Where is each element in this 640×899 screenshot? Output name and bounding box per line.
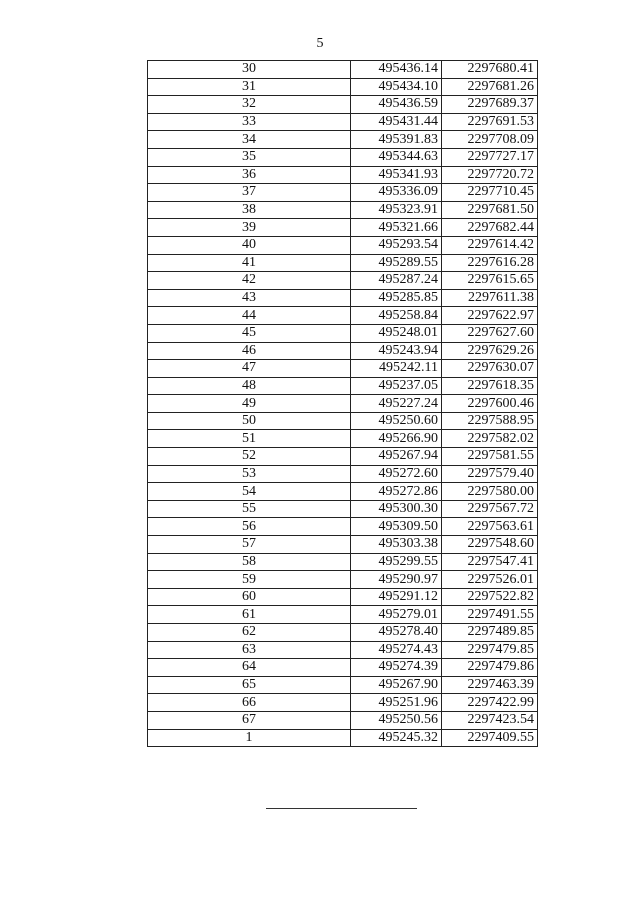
point-number-cell: 32: [148, 96, 351, 114]
y-coordinate-cell: 2297618.35: [442, 377, 538, 395]
table-row: [148, 395, 538, 413]
point-number-cell: 1: [148, 729, 351, 747]
point-number-cell: 59: [148, 571, 351, 589]
table-row: [148, 606, 538, 624]
y-coordinate-cell: 2297616.28: [442, 254, 538, 272]
point-number-cell: 56: [148, 518, 351, 536]
y-coordinate-cell: 2297522.82: [442, 588, 538, 606]
point-number-cell: 52: [148, 448, 351, 466]
y-coordinate-cell: 2297547.41: [442, 553, 538, 571]
y-coordinate-cell: 2297681.26: [442, 78, 538, 96]
x-coordinate-cell: 495267.94: [351, 448, 442, 466]
x-coordinate-cell: 495323.91: [351, 201, 442, 219]
point-number-cell: 62: [148, 624, 351, 642]
x-coordinate-cell: 495248.01: [351, 324, 442, 342]
y-coordinate-cell: 2297409.55: [442, 729, 538, 747]
point-number-cell: 64: [148, 659, 351, 677]
point-number-cell: 30: [148, 61, 351, 79]
table-row: [148, 465, 538, 483]
point-number-cell: 51: [148, 430, 351, 448]
x-coordinate-cell: 495434.10: [351, 78, 442, 96]
point-number-cell: 46: [148, 342, 351, 360]
table-row: [148, 676, 538, 694]
point-number-cell: 65: [148, 676, 351, 694]
table-row: [148, 588, 538, 606]
table-row: [148, 694, 538, 712]
x-coordinate-cell: 495272.60: [351, 465, 442, 483]
y-coordinate-cell: 2297479.86: [442, 659, 538, 677]
y-coordinate-cell: 2297622.97: [442, 307, 538, 325]
point-number-cell: 41: [148, 254, 351, 272]
point-number-cell: 61: [148, 606, 351, 624]
y-coordinate-cell: 2297710.45: [442, 184, 538, 202]
y-coordinate-cell: 2297548.60: [442, 536, 538, 554]
y-coordinate-cell: 2297615.65: [442, 272, 538, 290]
point-number-cell: 42: [148, 272, 351, 290]
y-coordinate-cell: 2297580.00: [442, 483, 538, 501]
x-coordinate-cell: 495299.55: [351, 553, 442, 571]
point-number-cell: 43: [148, 289, 351, 307]
y-coordinate-cell: 2297579.40: [442, 465, 538, 483]
table-row: [148, 219, 538, 237]
y-coordinate-cell: 2297727.17: [442, 148, 538, 166]
x-coordinate-cell: 495278.40: [351, 624, 442, 642]
point-number-cell: 53: [148, 465, 351, 483]
point-number-cell: 66: [148, 694, 351, 712]
x-coordinate-cell: 495300.30: [351, 500, 442, 518]
x-coordinate-cell: 495274.39: [351, 659, 442, 677]
table-row: [148, 483, 538, 501]
x-coordinate-cell: 495291.12: [351, 588, 442, 606]
table-row: [148, 500, 538, 518]
x-coordinate-cell: 495285.85: [351, 289, 442, 307]
y-coordinate-cell: 2297581.55: [442, 448, 538, 466]
x-coordinate-cell: 495436.59: [351, 96, 442, 114]
point-number-cell: 37: [148, 184, 351, 202]
x-coordinate-cell: 495243.94: [351, 342, 442, 360]
x-coordinate-cell: 495279.01: [351, 606, 442, 624]
table-row: [148, 272, 538, 290]
point-number-cell: 48: [148, 377, 351, 395]
point-number-cell: 33: [148, 113, 351, 131]
table-row: [148, 659, 538, 677]
y-coordinate-cell: 2297614.42: [442, 236, 538, 254]
table-row: [148, 184, 538, 202]
y-coordinate-cell: 2297491.55: [442, 606, 538, 624]
y-coordinate-cell: 2297689.37: [442, 96, 538, 114]
x-coordinate-cell: 495344.63: [351, 148, 442, 166]
table-row: [148, 571, 538, 589]
point-number-cell: 44: [148, 307, 351, 325]
table-row: [148, 360, 538, 378]
point-number-cell: 63: [148, 641, 351, 659]
x-coordinate-cell: 495289.55: [351, 254, 442, 272]
x-coordinate-cell: 495321.66: [351, 219, 442, 237]
table-row: [148, 148, 538, 166]
x-coordinate-cell: 495272.86: [351, 483, 442, 501]
y-coordinate-cell: 2297611.38: [442, 289, 538, 307]
table-row: [148, 131, 538, 149]
y-coordinate-cell: 2297563.61: [442, 518, 538, 536]
y-coordinate-cell: 2297708.09: [442, 131, 538, 149]
x-coordinate-cell: 495287.24: [351, 272, 442, 290]
x-coordinate-cell: 495250.60: [351, 412, 442, 430]
point-number-cell: 31: [148, 78, 351, 96]
table-row: [148, 536, 538, 554]
x-coordinate-cell: 495266.90: [351, 430, 442, 448]
point-number-cell: 36: [148, 166, 351, 184]
y-coordinate-cell: 2297526.01: [442, 571, 538, 589]
y-coordinate-cell: 2297463.39: [442, 676, 538, 694]
x-coordinate-cell: 495245.32: [351, 729, 442, 747]
table-row: [148, 711, 538, 729]
table-row: [148, 307, 538, 325]
y-coordinate-cell: 2297627.60: [442, 324, 538, 342]
table-row: [148, 113, 538, 131]
y-coordinate-cell: 2297582.02: [442, 430, 538, 448]
x-coordinate-cell: 495303.38: [351, 536, 442, 554]
table-row: [148, 78, 538, 96]
y-coordinate-cell: 2297588.95: [442, 412, 538, 430]
table-row: [148, 61, 538, 79]
y-coordinate-cell: 2297479.85: [442, 641, 538, 659]
x-coordinate-cell: 495309.50: [351, 518, 442, 536]
x-coordinate-cell: 495431.44: [351, 113, 442, 131]
y-coordinate-cell: 2297567.72: [442, 500, 538, 518]
table-row: [148, 342, 538, 360]
point-number-cell: 38: [148, 201, 351, 219]
x-coordinate-cell: 495242.11: [351, 360, 442, 378]
y-coordinate-cell: 2297691.53: [442, 113, 538, 131]
y-coordinate-cell: 2297720.72: [442, 166, 538, 184]
point-number-cell: 45: [148, 324, 351, 342]
x-coordinate-cell: 495267.90: [351, 676, 442, 694]
point-number-cell: 67: [148, 711, 351, 729]
x-coordinate-cell: 495391.83: [351, 131, 442, 149]
y-coordinate-cell: 2297489.85: [442, 624, 538, 642]
point-number-cell: 57: [148, 536, 351, 554]
x-coordinate-cell: 495237.05: [351, 377, 442, 395]
table-row: [148, 166, 538, 184]
point-number-cell: 54: [148, 483, 351, 501]
table-row: [148, 201, 538, 219]
x-coordinate-cell: 495251.96: [351, 694, 442, 712]
table-row: [148, 377, 538, 395]
y-coordinate-cell: 2297629.26: [442, 342, 538, 360]
coordinates-table: [147, 60, 538, 747]
point-number-cell: 60: [148, 588, 351, 606]
x-coordinate-cell: 495436.14: [351, 61, 442, 79]
table-row: [148, 448, 538, 466]
table-row: [148, 254, 538, 272]
y-coordinate-cell: 2297682.44: [442, 219, 538, 237]
x-coordinate-cell: 495336.09: [351, 184, 442, 202]
point-number-cell: 34: [148, 131, 351, 149]
point-number-cell: 40: [148, 236, 351, 254]
page-number: 5: [316, 36, 324, 51]
y-coordinate-cell: 2297680.41: [442, 61, 538, 79]
coordinates-table-body: [148, 61, 538, 747]
point-number-cell: 55: [148, 500, 351, 518]
point-number-cell: 58: [148, 553, 351, 571]
point-number-cell: 35: [148, 148, 351, 166]
x-coordinate-cell: 495227.24: [351, 395, 442, 413]
x-coordinate-cell: 495250.56: [351, 711, 442, 729]
point-number-cell: 49: [148, 395, 351, 413]
table-row: [148, 518, 538, 536]
x-coordinate-cell: 495258.84: [351, 307, 442, 325]
point-number-cell: 47: [148, 360, 351, 378]
x-coordinate-cell: 495274.43: [351, 641, 442, 659]
point-number-cell: 39: [148, 219, 351, 237]
y-coordinate-cell: 2297630.07: [442, 360, 538, 378]
table-row: [148, 553, 538, 571]
footer-rule: [266, 808, 417, 809]
y-coordinate-cell: 2297422.99: [442, 694, 538, 712]
x-coordinate-cell: 495290.97: [351, 571, 442, 589]
x-coordinate-cell: 495341.93: [351, 166, 442, 184]
table-row: [148, 624, 538, 642]
table-row: [148, 324, 538, 342]
table-row: [148, 236, 538, 254]
x-coordinate-cell: 495293.54: [351, 236, 442, 254]
table-row: [148, 430, 538, 448]
table-row: [148, 729, 538, 747]
point-number-cell: 50: [148, 412, 351, 430]
table-row: [148, 412, 538, 430]
y-coordinate-cell: 2297423.54: [442, 711, 538, 729]
table-row: [148, 96, 538, 114]
table-row: [148, 641, 538, 659]
y-coordinate-cell: 2297681.50: [442, 201, 538, 219]
table-row: [148, 289, 538, 307]
y-coordinate-cell: 2297600.46: [442, 395, 538, 413]
